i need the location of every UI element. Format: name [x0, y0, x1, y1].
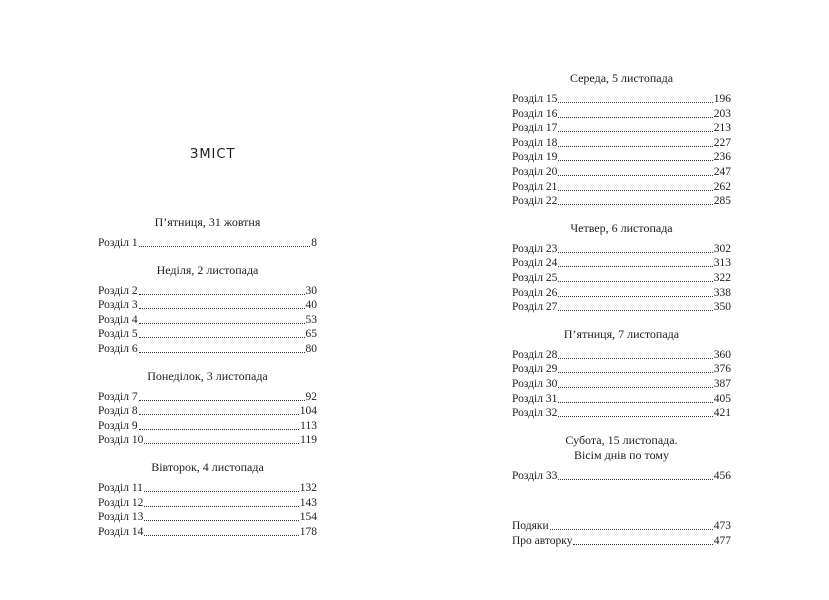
dot-leader	[139, 404, 299, 415]
dot-leader	[139, 298, 305, 309]
dot-leader	[139, 236, 311, 247]
toc-entry	[98, 510, 317, 525]
right-page	[414, 0, 829, 600]
entry-label: Розділ 21	[512, 180, 558, 193]
toc-entry	[512, 242, 731, 257]
entry-page-number: 132	[299, 481, 317, 494]
toc-entry	[512, 286, 731, 301]
dot-leader	[550, 519, 713, 530]
entry-label: Розділ 27	[512, 301, 558, 314]
entry-label: Розділ 6	[98, 342, 138, 355]
entry-label: Розділ 23	[512, 242, 558, 255]
dot-leader	[558, 194, 712, 205]
dot-leader	[144, 510, 298, 521]
dot-leader	[558, 406, 712, 417]
entry-label: Розділ 10	[98, 434, 144, 447]
entry-page-number: 113	[300, 419, 317, 432]
entry-label: Розділ 31	[512, 392, 558, 405]
entry-page-number: 196	[713, 93, 731, 105]
entry-page-number: 473	[713, 520, 731, 533]
left-page	[0, 0, 414, 600]
dot-leader	[558, 121, 712, 132]
dot-leader	[558, 150, 712, 161]
dot-leader	[139, 390, 305, 401]
dot-leader	[558, 165, 712, 176]
entry-label: Розділ 22	[512, 195, 558, 208]
entry-page-number: 119	[300, 434, 317, 447]
entry-label: Розділ 19	[512, 151, 558, 164]
dot-leader	[558, 92, 712, 103]
entry-page-number: 30	[305, 284, 317, 297]
section-heading-line: Понеділок, 3 листопада	[147, 368, 268, 383]
section-heading	[512, 325, 731, 348]
section-heading	[512, 219, 731, 242]
section-heading-line: Вівторок, 4 листопада	[151, 459, 264, 474]
entry-label: Розділ 20	[512, 165, 558, 178]
entry-label: Розділ 26	[512, 286, 558, 299]
entry-label: Розділ 29	[512, 363, 558, 376]
entry-label: Розділ 33	[512, 469, 558, 482]
entry-page-number: 80	[305, 342, 317, 355]
toc-entry	[512, 194, 731, 209]
toc-entry	[512, 92, 731, 107]
dot-leader	[558, 242, 712, 253]
toc-entry	[512, 377, 731, 392]
entry-page-number: 53	[305, 313, 317, 326]
entry-page-number: 143	[299, 496, 317, 509]
entry-label: Розділ 30	[512, 377, 558, 390]
entry-label: Розділ 2	[98, 284, 138, 297]
entry-label: Розділ 32	[512, 407, 558, 420]
entry-page-number: 213	[713, 122, 731, 135]
entry-label: Розділ 5	[98, 328, 138, 341]
dot-leader	[144, 496, 298, 507]
toc-right	[512, 69, 731, 548]
dot-leader	[139, 419, 300, 430]
entry-page-number: 421	[713, 407, 731, 420]
entry-page-number: 360	[713, 348, 731, 361]
entry-page-number: 302	[713, 242, 731, 255]
entry-page-number: 247	[713, 165, 731, 178]
dot-leader	[558, 107, 712, 118]
dot-leader	[558, 362, 712, 373]
dot-leader	[139, 342, 305, 353]
section-heading	[98, 213, 317, 236]
entry-page-number: 8	[311, 237, 317, 249]
section-heading-line: Вісім днів по тому	[574, 447, 669, 462]
toc-entry	[98, 433, 317, 448]
section-heading	[512, 69, 731, 92]
toc-entry	[512, 165, 731, 180]
dot-leader	[558, 348, 712, 359]
toc-entry	[98, 390, 317, 405]
dot-leader	[144, 481, 299, 492]
entry-label: Розділ 13	[98, 511, 144, 524]
dot-leader	[139, 313, 305, 324]
entry-page-number: 376	[713, 363, 731, 376]
toc-entry	[98, 404, 317, 419]
entry-page-number: 477	[713, 534, 731, 547]
toc-entry	[98, 284, 317, 299]
dot-leader	[558, 392, 712, 403]
toc-entry	[512, 180, 731, 195]
entry-label: Розділ 15	[512, 93, 558, 105]
entry-page-number: 313	[713, 257, 731, 270]
dot-leader	[558, 256, 712, 267]
toc-entry	[512, 300, 731, 315]
entry-page-number: 350	[713, 301, 731, 314]
dot-leader	[558, 180, 712, 191]
dot-leader	[558, 136, 712, 147]
toc-entry	[98, 313, 317, 328]
section-heading-line: Четвер, 6 листопада	[570, 220, 673, 235]
toc-entry	[98, 236, 317, 251]
toc-entry	[512, 256, 731, 271]
dot-leader	[144, 433, 299, 444]
entry-label: Розділ 7	[98, 390, 138, 403]
toc-entry	[512, 107, 731, 122]
section-heading	[512, 431, 731, 469]
entry-label: Розділ 14	[98, 525, 144, 538]
entry-label: Подяки	[512, 520, 549, 533]
entry-page-number: 104	[299, 405, 317, 418]
entry-label: Розділ 3	[98, 299, 138, 312]
entry-label: Розділ 16	[512, 107, 558, 120]
toc-entry	[512, 362, 731, 377]
toc-entry	[98, 327, 317, 342]
toc-entry	[98, 525, 317, 540]
entry-page-number: 40	[305, 299, 317, 312]
dot-leader	[558, 271, 712, 282]
entry-page-number: 203	[713, 107, 731, 120]
entry-label: Розділ 9	[98, 419, 138, 432]
toc-entry	[512, 519, 731, 534]
entry-label: Розділ 12	[98, 496, 144, 509]
section-heading-line: Неділя, 2 листопада	[156, 262, 259, 277]
entry-label: Про авторку	[512, 534, 573, 547]
entry-page-number: 236	[713, 151, 731, 164]
toc-entry	[98, 419, 317, 434]
section-heading-line: П’ятниця, 31 жовтня	[154, 215, 261, 229]
entry-label: Розділ 18	[512, 136, 558, 149]
dot-leader	[558, 286, 712, 297]
entry-page-number: 154	[299, 511, 317, 524]
section-heading-line: Субота, 15 листопада.	[565, 432, 678, 447]
entry-label: Розділ 25	[512, 271, 558, 284]
entry-label: Розділ 4	[98, 313, 138, 326]
entry-page-number: 92	[305, 390, 317, 403]
toc-entry	[512, 271, 731, 286]
entry-page-number: 387	[713, 377, 731, 390]
dot-leader	[144, 525, 298, 536]
toc-entry	[512, 534, 731, 549]
entry-page-number: 65	[305, 328, 317, 341]
toc-entry	[512, 348, 731, 363]
dot-leader	[139, 327, 305, 338]
entry-label: Розділ 1	[98, 237, 138, 249]
section-heading-line: П’ятниця, 7 листопада	[563, 326, 680, 341]
entry-page-number: 227	[713, 136, 731, 149]
dot-leader	[573, 534, 712, 545]
toc-entry	[98, 298, 317, 313]
entry-label: Розділ 11	[98, 481, 143, 494]
section-heading	[98, 261, 317, 284]
section-heading	[98, 367, 317, 390]
dot-leader	[558, 377, 712, 388]
entry-page-number: 322	[713, 271, 731, 284]
toc-entry	[512, 136, 731, 151]
toc-entry	[98, 481, 317, 496]
entry-label: Розділ 28	[512, 348, 558, 361]
section-heading	[98, 458, 317, 481]
entry-page-number: 456	[713, 469, 731, 482]
toc-entry	[512, 469, 731, 484]
dot-leader	[558, 300, 712, 311]
toc-entry	[512, 150, 731, 165]
entry-page-number: 338	[713, 286, 731, 299]
dot-leader	[558, 469, 712, 480]
entry-label: Розділ 17	[512, 122, 558, 135]
entry-page-number: 262	[713, 180, 731, 193]
entry-page-number: 405	[713, 392, 731, 405]
dot-leader	[139, 284, 305, 295]
toc-entry	[98, 342, 317, 357]
toc-entry	[98, 496, 317, 511]
toc-entry	[512, 406, 731, 421]
toc-entry	[512, 121, 731, 136]
section-heading-line: Середа, 5 листопада	[569, 71, 674, 85]
toc-entry	[512, 392, 731, 407]
contents-title: ЗМІСТ	[190, 147, 236, 162]
entry-label: Розділ 8	[98, 405, 138, 418]
entry-page-number: 285	[713, 195, 731, 208]
toc-left	[98, 213, 317, 549]
entry-label: Розділ 24	[512, 257, 558, 270]
entry-page-number: 178	[299, 525, 317, 538]
